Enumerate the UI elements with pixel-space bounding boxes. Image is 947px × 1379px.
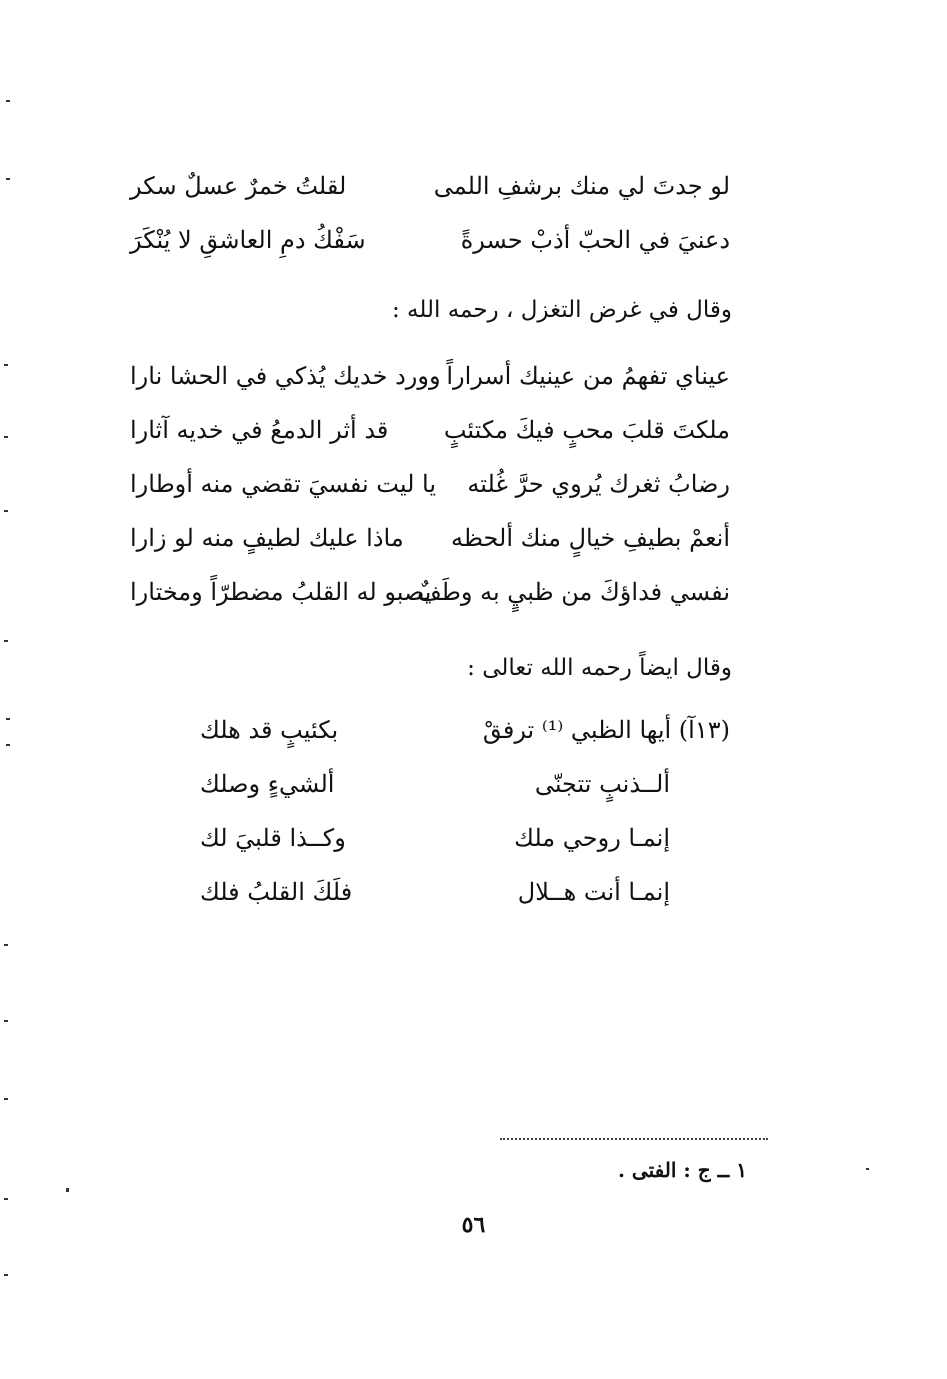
scan-speck	[4, 364, 8, 366]
scan-speck	[66, 1188, 69, 1192]
scan-speck	[4, 640, 8, 642]
hemistich-left: بكئيبٍ قد هلك	[200, 716, 339, 744]
couplet	[130, 412, 730, 452]
couplet	[200, 820, 670, 860]
intro-heading: وقال في غرض التغزل ، رحمه الله :	[392, 297, 732, 323]
hemistich-left: ماذا عليك لطيفٍ منه لو زارا	[130, 524, 404, 552]
hemistich-right: إنمـا أنت هــلال	[517, 878, 670, 906]
couplet	[130, 574, 730, 614]
hemistich-right: دعنيَ في الحبّ أذبْ حسرةً	[460, 226, 730, 254]
hemistich-left: ألشيءٍ وصلك	[200, 770, 335, 798]
hemistich-right: عيناي تفهمُ من عينيك أسراراً	[446, 362, 730, 390]
footnote-divider	[500, 1138, 768, 1140]
hemistich-right: ملكتَ قلبَ محبٍ فيكَ مكتئبٍ	[443, 416, 730, 444]
hemistich-right: أنعمْ بطيفِ خيالٍ منك ألحظه	[450, 524, 730, 552]
hemistich-left: وكــذا قلبيَ لك	[200, 824, 346, 852]
hemistich-right: (١٣آ) أيها الظبي ⁽¹⁾ ترفقْ	[482, 716, 730, 744]
hemistich-right: إنمـا روحي ملك	[514, 824, 670, 852]
scan-speck	[4, 1098, 8, 1100]
couplet	[130, 520, 730, 560]
page-number: ٥٦	[461, 1212, 486, 1238]
couplet	[130, 358, 730, 398]
hemistich-right: رضابُ ثغرك يُروي حرَّ غُلته	[467, 470, 730, 498]
scan-speck	[866, 1168, 869, 1170]
hemistich-left: وورد خديك يُذكي في الحشا نارا	[130, 362, 441, 390]
scan-speck	[4, 944, 8, 946]
scan-speck	[4, 1020, 8, 1022]
couplet	[200, 874, 670, 914]
hemistich-right: لو جدتَ لي منك برشفِ اللمى	[433, 172, 730, 200]
hemistich-left: قد أثر الدمعُ في خديه آثارا	[130, 416, 389, 444]
scan-speck	[6, 718, 10, 720]
hemistich-left: يا ليت نفسيَ تقضي منه أوطارا	[130, 470, 437, 498]
footnote: ١ ــ ج : الفتى .	[617, 1158, 747, 1182]
scan-speck	[4, 510, 8, 512]
hemistich-right: نفسي فداؤكَ من ظبيٍ به وطَفٌ	[416, 578, 730, 606]
couplet	[200, 766, 670, 806]
couplet	[130, 466, 730, 506]
intro-heading: وقال ايضاً رحمه الله تعالى :	[467, 655, 732, 681]
scan-speck	[6, 100, 10, 102]
hemistich-left: فلَكَ القلبُ فلك	[200, 878, 353, 906]
hemistich-left: لقلتُ خمرٌ عسلٌ سكر	[130, 172, 347, 200]
couplet	[130, 222, 730, 262]
scan-speck	[4, 436, 8, 438]
hemistich-left: سَفْكُ دمِ العاشقِ لا يُنْكَرَ	[130, 226, 366, 254]
scan-speck	[4, 1198, 8, 1200]
scan-speck	[6, 744, 10, 746]
couplet	[200, 712, 730, 752]
scan-speck	[6, 178, 10, 180]
hemistich-left: يصبو له القلبُ مضطرّاً ومختارا	[130, 578, 432, 606]
scan-speck	[4, 1274, 8, 1276]
couplet	[130, 168, 730, 208]
hemistich-right: ألــذنبٍ تتجنّى	[534, 770, 670, 798]
